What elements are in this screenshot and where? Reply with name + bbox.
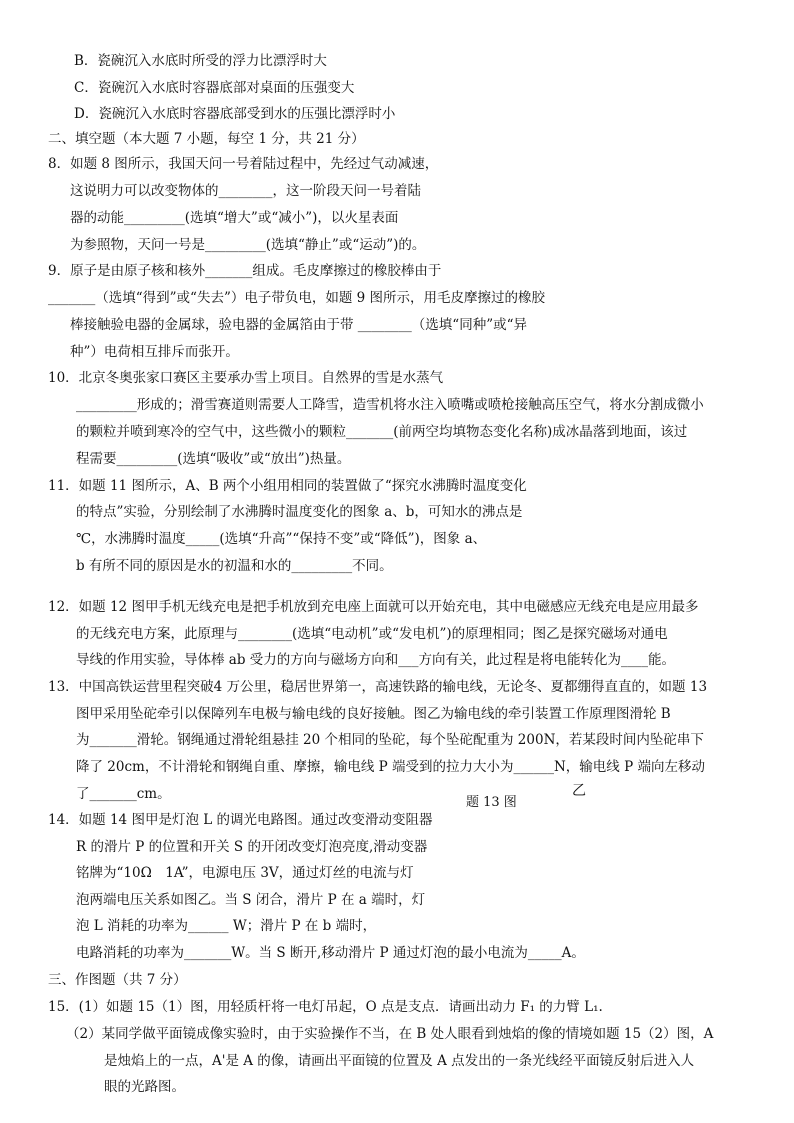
question-8-line-3: 器的动能_________(选填“增大”或“减小”)，以火星表面 (70, 210, 399, 226)
question-9-line-4: 种”）电荷相互排斥而张开。 (70, 344, 239, 360)
question-12-line-2: 的无线充电方案，此原理与________(选填“电动机”或“发电机”)的原理相同；图乙是探究磁场对通电 (76, 626, 668, 642)
question-9-line-1: 9．原子是由原子核和核外_______组成。毛皮摩擦过的橡胶棒由于 (48, 263, 442, 279)
question-9-line-2: _______（选填“得到”或“失去”）电子带负电，如题 9 图所示，用毛皮摩擦过的橡胶 (48, 290, 546, 306)
question-10-line-1: 10．北京冬奥张家口赛区主要承办雪上项目。自然界的雪是水蒸气 (48, 370, 444, 386)
question-9-line-3: 棒接触验电器的金属球，验电器的金属箔由于带 ________（选填“同种”或“异 (70, 317, 527, 333)
question-13-line-1: 13．中国高铁运营里程突破4 万公里，稳居世界第一，高速铁路的输电线，无论冬、夏都绷得直直的，如题 13 (48, 679, 708, 695)
figure-yi-label: 乙 (572, 783, 586, 799)
question-10-line-3: 的颗粒并喷到寒冷的空气中，这些微小的颗粒_______(前两空均填物态变化名称)成冰晶落到地面，该过 (76, 424, 688, 440)
question-13-line-2: 图甲采用坠砣牵引以保障列车电极与输电线的良好接触。图乙为输电线的牵引装置工作原理图滑轮 B (76, 706, 671, 722)
question-13-line-5: 了_______cm。 (76, 786, 171, 802)
question-10-line-2: _________形成的；滑雪赛道则需要人工降雪，造雪机将水注入喷嘴或喷枪接触高压空气，将水分割成微小 (76, 397, 704, 413)
question-11-line-2: 的特点”实验，分别绘制了水沸腾时温度变化的图象 a、b，可知水的沸点是 (76, 504, 523, 520)
question-14-line-5: 泡 L 消耗的功率为______ W；滑片 P 在 b 端时， (76, 918, 377, 934)
figure-13-caption: 题 13 图 (466, 795, 517, 810)
question-8-line-1: 8．如题 8 图所示，我国天问一号着陆过程中，先经过气动减速， (48, 156, 439, 172)
question-12-line-1: 12．如题 12 图甲手机无线充电是把手机放到充电座上面就可以开始充电，其中电磁感应无线充电是应用最多 (48, 599, 699, 615)
question-13-line-4: 降了 20cm，不计滑轮和钢绳自重、摩擦，输电线 P 端受到的拉力大小为______N，输电线 P 端向左移动 (76, 759, 705, 775)
question-14-line-3: 铭牌为“10Ω 1A”，电源电压 3V，通过灯丝的电流与灯 (76, 865, 414, 881)
section-heading-drawing: 三、作图题（共 7 分） (48, 972, 187, 988)
question-12-line-3: 导线的作用实验，导体棒 ab 受力的方向与磁场方向和___方向有关，此过程是将电能转化为____能。 (76, 652, 676, 668)
question-14-line-6: 电路消耗的功率为_______W。当 S 断开,移动滑片 P 通过灯泡的最小电流为_____A。 (76, 945, 585, 961)
question-15-line-1: 15．(1）如题 15（1）图，用轻质杆将一电灯吊起，O 点是支点．请画出动力 F₁ 的力臂 L₁. (48, 999, 603, 1015)
question-15-line-2: （2）某同学做平面镜成像实验时，由于实验操作不当，在 B 处人眼看到烛焰的像的情境如题 15（2）图，A (66, 1026, 714, 1042)
question-8-line-2: 这说明力可以改变物体的________，这一阶段天问一号着陆 (70, 183, 421, 199)
question-10-line-4: 程需要_________(选填“吸收”或“放出”)热量。 (76, 451, 351, 467)
question-14-line-4: 泡两端电压关系如图乙。当 S 闭合，滑片 P 在 a 端时，灯 (76, 892, 426, 908)
question-15-line-3: 是烛焰上的一点，A'是 A 的像，请画出平面镜的位置及 A 点发出的一条光线经平面镜反射后进入人 (104, 1053, 695, 1069)
question-8-line-4: 为参照物，天问一号是_________(选填“静止”或“运动”)的。 (70, 237, 426, 253)
option-c: C．瓷碗沉入水底时容器底部对桌面的压强变大 (74, 80, 355, 96)
question-11-line-3: ℃，水沸腾时温度_____(选填“升高”“保持不变”或“降低”)，图象 a、 (76, 531, 487, 547)
option-d: D．瓷碗沉入水底时容器底部受到水的压强比漂浮时小 (74, 106, 396, 122)
question-13-line-3: 为_______滑轮。钢绳通过滑轮组悬挂 20 个相同的坠砣，每个坠砣配重为 200N，若某段时间内坠砣串下 (76, 732, 704, 748)
question-11-line-1: 11．如题 11 图所示，A、B 两个小组用相同的装置做了“探究水沸腾时温度变化 (48, 478, 527, 494)
question-11-line-4: b 有所不同的原因是水的初温和水的_________不同。 (76, 558, 393, 574)
section-heading-fill-in: 二、填空题（本大题 7 小题，每空 1 分，共 21 分） (48, 131, 365, 147)
question-14-line-2: R 的滑片 P 的位置和开关 S 的开闭改变灯泡亮度,滑动变器 (76, 839, 428, 855)
option-b: B．瓷碗沉入水底时所受的浮力比漂浮时大 (74, 53, 327, 69)
question-15-line-4: 眼的光路图。 (104, 1079, 185, 1095)
question-14-line-1: 14．如题 14 图甲是灯泡 L 的调光电路图。通过改变滑动变阻器 (48, 812, 433, 828)
